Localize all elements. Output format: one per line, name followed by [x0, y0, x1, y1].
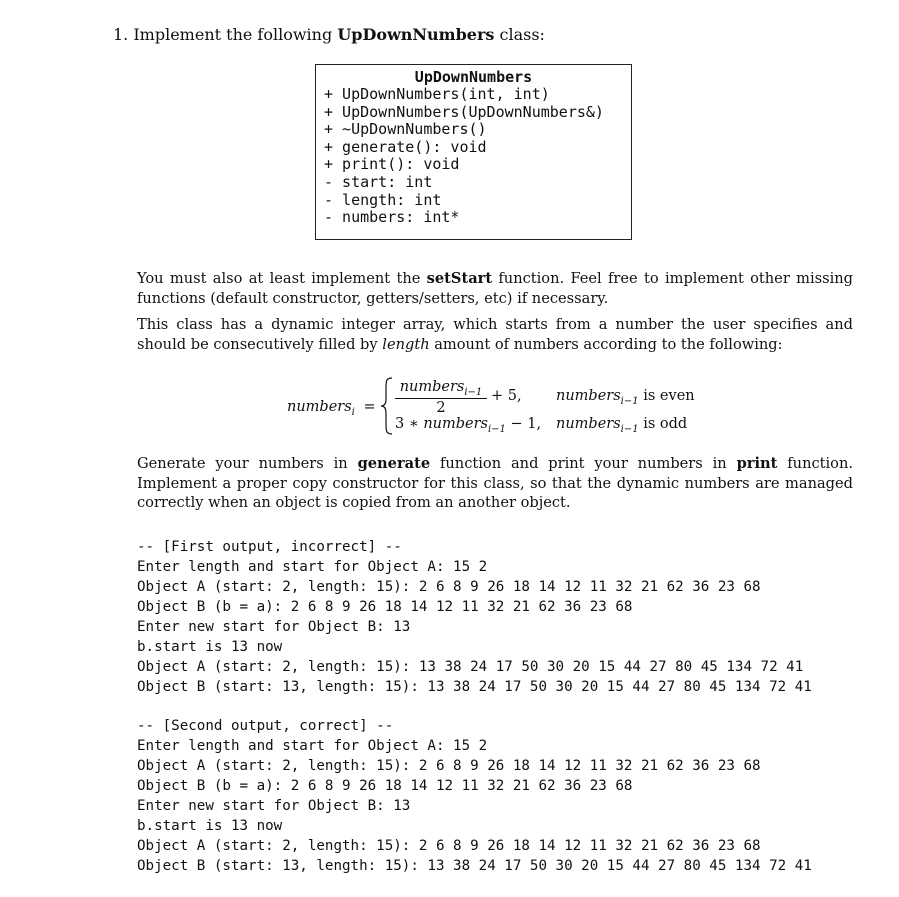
output-line: Object A (start: 2, length: 15): 13 38 24 17 50 30 20 15 44 27 80 45 134 72 41	[137, 659, 804, 675]
para3-text-a: Generate your numbers in	[137, 455, 348, 472]
formula-lhs-var: numbers	[287, 399, 352, 415]
formula-case1-cond-text: is even	[643, 388, 695, 404]
formula-case1-num-sub: i−1	[464, 386, 483, 398]
question-number: 1.	[113, 25, 129, 44]
uml-member: + UpDownNumbers(int, int)	[324, 85, 550, 103]
formula-case2-condition	[556, 416, 687, 435]
question-title	[113, 25, 545, 44]
formula-case1-num-var: numbers	[399, 379, 465, 395]
uml-title: UpDownNumbers	[414, 68, 533, 86]
formula-case2-var: numbers	[423, 416, 488, 432]
formula-equals: =	[363, 399, 376, 415]
output-line: Object B (start: 13, length: 15): 13 38 24 17 50 30 20 15 44 27 80 45 134 72 41	[137, 858, 812, 874]
output-line: Object B (b = a): 2 6 8 9 26 18 14 12 11 32 21 62 36 23 68	[137, 599, 633, 615]
output-line: Enter new start for Object B: 13	[137, 798, 411, 814]
formula-case1-numerator	[395, 379, 487, 398]
para2-italic: length	[382, 335, 430, 353]
uml-member: + ~UpDownNumbers()	[324, 120, 487, 139]
output-line: b.start is 13 now	[137, 639, 283, 655]
question-prefix: Implement the following	[133, 25, 333, 44]
output-line: Enter length and start for Object A: 15 2	[137, 559, 488, 575]
para2-text-a: This class has a dynamic integer array, which starts from a number the user specifies and should be consecutively filled by	[137, 316, 853, 353]
formula-case2-expression	[395, 416, 541, 435]
formula-case1-denominator: 2	[395, 398, 487, 417]
output-line: Object B (start: 13, length: 15): 13 38 24 17 50 30 20 15 44 27 80 45 134 72 41	[137, 679, 812, 695]
formula-lhs	[287, 399, 376, 418]
para3-bold-generate: generate	[357, 455, 431, 472]
output-line: Object B (b = a): 2 6 8 9 26 18 14 12 11 32 21 62 36 23 68	[137, 778, 633, 794]
formula-lhs-sub: i	[351, 406, 355, 418]
paragraph-dynamic-array	[137, 315, 853, 354]
para1-text-b: function. Feel free to implement other missing functions (default constructor, getters/setters, etc) if necessary.	[137, 270, 854, 307]
output-line: -- [Second output, correct] --	[137, 718, 394, 734]
para1-bold: setStart	[426, 270, 493, 287]
second-output-block	[137, 716, 812, 876]
para1-text-a: You must also at least implement the	[137, 270, 421, 287]
formula-case1-rest: + 5,	[491, 388, 522, 404]
uml-member: - start: int	[324, 172, 433, 191]
output-line: Object A (start: 2, length: 15): 2 6 8 9 26 18 14 12 11 32 21 62 36 23 68	[137, 579, 761, 595]
paragraph-generate-print	[137, 454, 853, 513]
output-line: -- [First output, incorrect] --	[137, 539, 402, 555]
output-line: Object A (start: 2, length: 15): 2 6 8 9 26 18 14 12 11 32 21 62 36 23 68	[137, 838, 761, 854]
output-line: b.start is 13 now	[137, 818, 283, 834]
formula-case2-post: − 1,	[510, 416, 542, 432]
uml-members	[324, 86, 604, 227]
formula-case2-cond-text: is odd	[643, 416, 688, 432]
formula-case2-pre: 3 ∗	[395, 416, 419, 432]
formula-brace	[380, 377, 394, 435]
output-line: Object A (start: 2, length: 15): 2 6 8 9 26 18 14 12 11 32 21 62 36 23 68	[137, 758, 761, 774]
question-class-name: UpDownNumbers	[337, 25, 495, 44]
formula-case2-cond-var: numbers	[556, 416, 621, 432]
formula-case1-cond-var: numbers	[556, 388, 621, 404]
output-line: Enter length and start for Object A: 15 2	[137, 738, 488, 754]
uml-member: - numbers: int*	[324, 208, 460, 227]
para3-text-b: function and print your numbers in	[440, 455, 727, 472]
uml-member: + generate(): void	[324, 137, 487, 156]
uml-class-diagram	[315, 64, 632, 240]
uml-member: - length: int	[324, 190, 442, 209]
paragraph-setstart	[137, 269, 853, 308]
formula-case2-cond-sub: i−1	[620, 423, 639, 435]
para3-text-c: function. Implement a proper copy constructor for this class, so that the dynamic numbers are managed correctly when an object is copied from an another object.	[137, 455, 853, 511]
formula-case1-fraction	[395, 379, 487, 417]
formula-case1-cond-sub: i−1	[620, 395, 639, 407]
first-output-block	[137, 537, 812, 697]
formula-case2-sub: i−1	[487, 423, 506, 435]
para3-bold-print: print	[736, 455, 778, 472]
para2-text-b: amount of numbers according to the following:	[434, 335, 783, 353]
uml-member: + print(): void	[324, 155, 460, 174]
formula-case1-condition	[556, 388, 695, 407]
output-line: Enter new start for Object B: 13	[137, 619, 411, 635]
question-suffix: class:	[499, 25, 545, 44]
uml-member: + UpDownNumbers(UpDownNumbers&)	[324, 102, 604, 121]
